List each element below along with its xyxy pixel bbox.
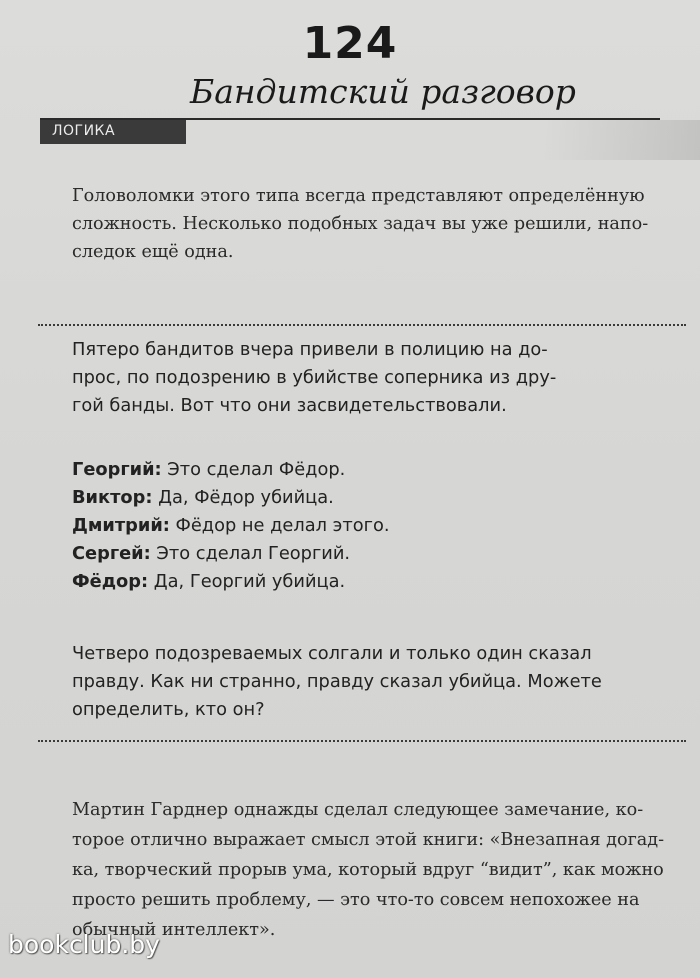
divider-top bbox=[38, 324, 686, 326]
intro-line: сложность. Несколько подобных задач вы уже решили, напо- bbox=[72, 214, 649, 234]
intro-paragraph bbox=[72, 182, 692, 266]
question-line: определить, кто он? bbox=[72, 699, 265, 720]
statement-text: Это сделал Фёдор. bbox=[161, 459, 346, 480]
statement-text: Да, Георгий убийца. bbox=[148, 571, 346, 592]
question-line: правду. Как ни странно, правду сказал убийца. Можете bbox=[72, 671, 602, 692]
speaker-name: Фёдор: bbox=[72, 571, 149, 592]
watermark: bookclub.by bbox=[8, 930, 160, 959]
statement-sergey bbox=[72, 540, 692, 568]
outro-paragraph bbox=[72, 795, 692, 945]
statement-georgy bbox=[72, 456, 692, 484]
outro-line: торое отлично выражает смысл этой книги: «Внезапная догад- bbox=[72, 830, 665, 850]
statement-fedor bbox=[72, 568, 692, 596]
outro-line: обычный интеллект». bbox=[72, 920, 276, 940]
speaker-name: Георгий: bbox=[72, 459, 162, 480]
speaker-name: Дмитрий: bbox=[72, 515, 170, 536]
speaker-name: Сергей: bbox=[72, 543, 151, 564]
speaker-name: Виктор: bbox=[72, 487, 153, 508]
setup-line: прос, по подозрению в убийстве соперника из дру- bbox=[72, 367, 557, 388]
page-shadow bbox=[540, 120, 700, 160]
statement-text: Да, Фёдор убийца. bbox=[152, 487, 334, 508]
outro-line: просто решить проблему, — это что-то совсем непохожее на bbox=[72, 890, 640, 910]
setup-line: Пятеро бандитов вчера привели в полицию на до- bbox=[72, 339, 548, 360]
puzzle-setup bbox=[72, 336, 692, 420]
statement-text: Это сделал Георгий. bbox=[150, 543, 351, 564]
puzzle-title: Бандитский разговор bbox=[190, 72, 576, 111]
intro-line: Головоломки этого типа всегда представляют определённую bbox=[72, 186, 645, 206]
puzzle-number: 124 bbox=[302, 18, 398, 69]
setup-line: гой банды. Вот что они засвидетельствовали. bbox=[72, 395, 507, 416]
divider-bottom bbox=[38, 740, 686, 742]
outro-line: Мартин Гарднер однажды сделал следующее замечание, ко- bbox=[72, 800, 644, 820]
category-label: ЛОГИКА bbox=[52, 123, 116, 139]
statement-dmitry bbox=[72, 512, 692, 540]
statement-viktor bbox=[72, 484, 692, 512]
outro-line: ка, творческий прорыв ума, который вдруг “видит”, как можно bbox=[72, 860, 664, 880]
question-line: Четверо подозреваемых солгали и только один сказал bbox=[72, 643, 592, 664]
statement-text: Фёдор не делал этого. bbox=[169, 515, 390, 536]
puzzle-question bbox=[72, 640, 692, 724]
intro-line: следок ещё одна. bbox=[72, 242, 234, 262]
statements-list bbox=[72, 456, 692, 596]
